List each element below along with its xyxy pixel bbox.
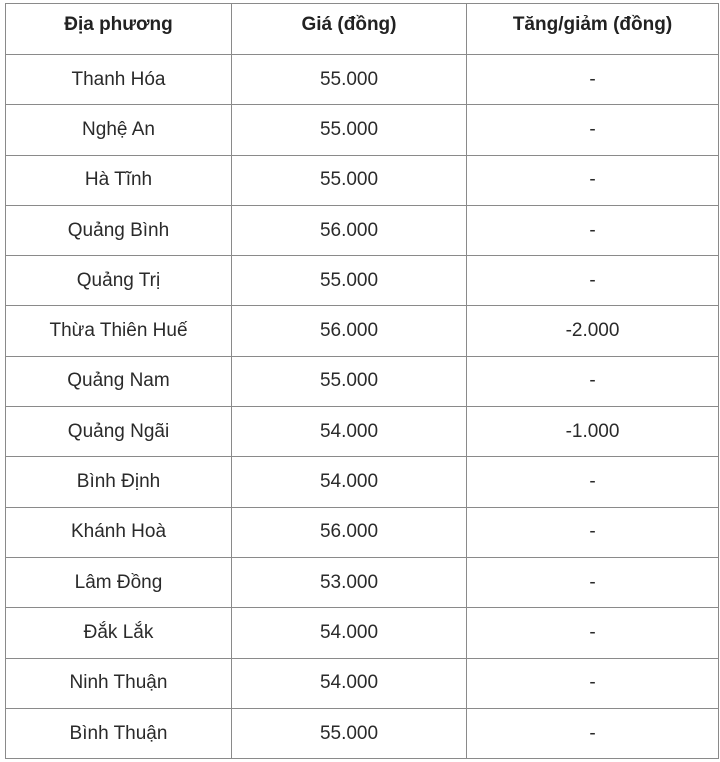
cell-change: -	[467, 507, 719, 557]
table-row	[6, 658, 719, 708]
table-row	[6, 608, 719, 658]
cell-change: -	[467, 55, 719, 105]
cell-change: -	[467, 708, 719, 758]
cell-price: 53.000	[232, 557, 467, 607]
cell-price: 54.000	[232, 608, 467, 658]
cell-region: Bình Định	[6, 457, 232, 507]
cell-price: 55.000	[232, 105, 467, 155]
cell-change: -1.000	[467, 407, 719, 457]
cell-change: -	[467, 256, 719, 306]
cell-price: 55.000	[232, 708, 467, 758]
cell-region: Khánh Hoà	[6, 507, 232, 557]
table-body	[6, 55, 719, 759]
table-row	[6, 256, 719, 306]
table-row	[6, 457, 719, 507]
cell-price: 56.000	[232, 507, 467, 557]
cell-region: Nghệ An	[6, 105, 232, 155]
cell-price: 55.000	[232, 256, 467, 306]
cell-price: 55.000	[232, 55, 467, 105]
table-row	[6, 306, 719, 356]
cell-price: 55.000	[232, 155, 467, 205]
header-change: Tăng/giảm (đồng)	[467, 4, 719, 55]
table-header	[6, 4, 719, 55]
cell-change: -	[467, 557, 719, 607]
header-price: Giá (đồng)	[232, 4, 467, 55]
cell-change: -	[467, 658, 719, 708]
table-row	[6, 708, 719, 758]
cell-change: -	[467, 457, 719, 507]
cell-change: -	[467, 608, 719, 658]
cell-region: Hà Tĩnh	[6, 155, 232, 205]
cell-change: -	[467, 205, 719, 255]
header-row	[6, 4, 719, 55]
table-row	[6, 557, 719, 607]
cell-region: Đắk Lắk	[6, 608, 232, 658]
cell-region: Quảng Nam	[6, 356, 232, 406]
cell-region: Quảng Trị	[6, 256, 232, 306]
cell-region: Thanh Hóa	[6, 55, 232, 105]
cell-region: Quảng Ngãi	[6, 407, 232, 457]
cell-region: Bình Thuận	[6, 708, 232, 758]
cell-region: Quảng Bình	[6, 205, 232, 255]
cell-price: 56.000	[232, 306, 467, 356]
cell-price: 54.000	[232, 457, 467, 507]
table-row	[6, 205, 719, 255]
cell-region: Ninh Thuận	[6, 658, 232, 708]
header-region: Địa phương	[6, 4, 232, 55]
cell-change: -	[467, 356, 719, 406]
table-row	[6, 105, 719, 155]
cell-change: -	[467, 105, 719, 155]
table-row	[6, 55, 719, 105]
cell-change: -	[467, 155, 719, 205]
price-table	[5, 3, 719, 759]
table-row	[6, 507, 719, 557]
table-row	[6, 356, 719, 406]
cell-price: 54.000	[232, 658, 467, 708]
cell-price: 54.000	[232, 407, 467, 457]
cell-change: -2.000	[467, 306, 719, 356]
table-row	[6, 155, 719, 205]
table-row	[6, 407, 719, 457]
cell-region: Thừa Thiên Huế	[6, 306, 232, 356]
cell-region: Lâm Đồng	[6, 557, 232, 607]
cell-price: 56.000	[232, 205, 467, 255]
cell-price: 55.000	[232, 356, 467, 406]
